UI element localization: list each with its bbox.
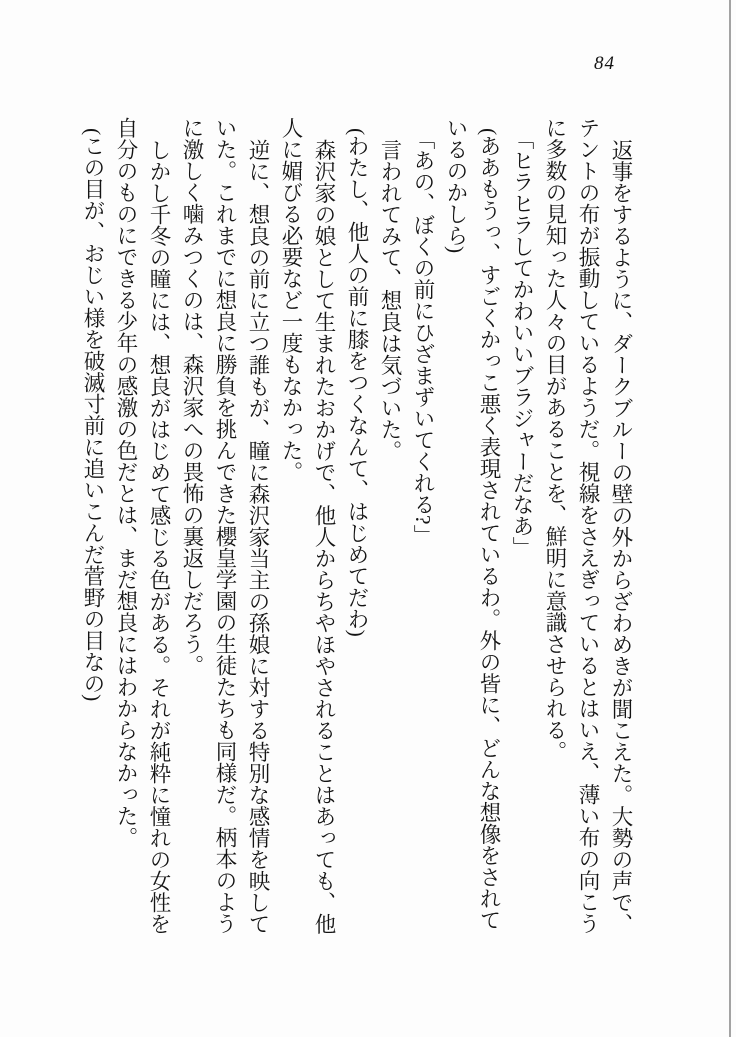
paragraph-narration-2: 言われてみて、想良は気づいた。 xyxy=(378,138,402,461)
paragraph-narration-4: 逆に、想良の前に立つ誰もが、瞳に森沢家当主の孫娘に対する特別な感情を映していた。これまでに想良に勝負を挑んできた櫻皇学園の生徒たちも同様だ。柄本のように激しく噛みつくのは、森沢家への畏怖の裏返しだろう。 xyxy=(180,117,270,934)
paragraph-thought-3: (この目が、おじい様を破滅寸前に追いこんだ菅野の目なの) xyxy=(81,127,105,702)
paragraph-narration-3: 森沢家の娘として生まれたおかげで、他人からちやほやされることはあっても、他人に媚びる必要など一度もなかった。 xyxy=(279,117,336,934)
paragraph-thought-1: (ああもうっ、すごくかっこ悪く表現されているわ。外の皆に、どんな想像をされているのかしら) xyxy=(444,117,501,931)
page-number: 84 xyxy=(594,53,615,74)
paragraph-narration-1: 返事をするように、ダークブルーの壁の外からざわめきが聞こえた。大勢の声で、テントの布が振動しているようだ。視線をさえぎっているとはいえ、薄い布の向こうに多数の見知った人々の目があることを、鮮明に意識させられる。 xyxy=(543,117,633,934)
paragraph-dialogue-1: 「ヒラヒラしてかわいいブラジャーだなあ」 xyxy=(510,127,534,558)
text-block xyxy=(76,117,637,946)
paragraph-thought-2: (わたし、他人の前に膝をつくなんて、はじめてだわ) xyxy=(345,127,369,637)
page-edge-line xyxy=(729,0,731,1037)
paragraph-dialogue-2: 「あの、ぼくの前にひざまずいてくれる?」 xyxy=(411,127,435,546)
paragraph-narration-5: しかし千冬の瞳には、想良がはじめて感じる色がある。それが純粋に憧れの女性を自分のものにできる少年の感激の色だとは、まだ想良にはわからなかった。 xyxy=(114,117,171,934)
